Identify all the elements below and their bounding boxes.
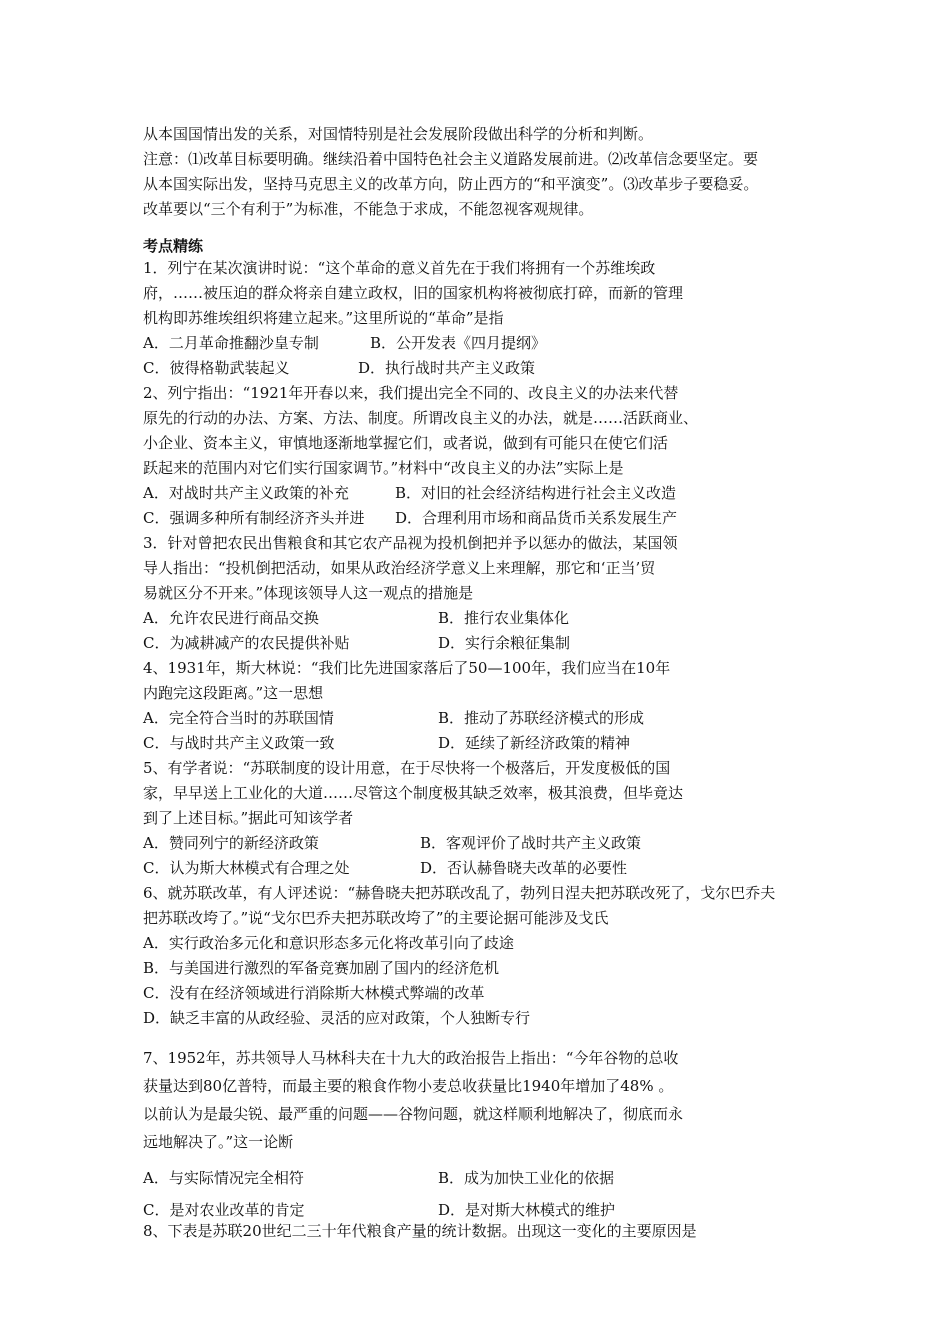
question-6-stem: 6、就苏联改革，有人评述说：“赫鲁晓夫把苏联改乱了，勃列日涅夫把苏联改死了，戈尔巴乔夫 [143, 884, 776, 902]
question-5-stem: 到了上述目标。”据此可知该学者 [143, 809, 354, 827]
question-2-stem: 2、列宁指出：“1921年开春以来，我们提出完全不同的、改良主义的办法来代替 [143, 384, 679, 402]
question-6-option-b: B．与美国进行激烈的军备竞赛加剧了国内的经济危机 [143, 959, 500, 977]
question-1-option-d: D．执行战时共产主义政策 [358, 359, 536, 377]
question-4-option-b: B．推动了苏联经济模式的形成 [438, 709, 645, 727]
question-7-option-b: B．成为加快工业化的依据 [438, 1169, 615, 1187]
question-7-stem: 远地解决了。”这一论断 [143, 1133, 294, 1151]
question-7-option-a: A．与实际情况完全相符 [143, 1169, 304, 1187]
question-1-option-c: C．彼得格勒武装起义 [143, 359, 290, 377]
question-5-stem: 5、有学者说：“苏联制度的设计用意，在于尽快将一个极落后，开发度极低的国 [143, 759, 671, 777]
question-7-stem: 以前认为是最尖锐、最严重的问题——谷物问题，就这样顺利地解决了，彻底而永 [143, 1105, 684, 1123]
question-2-stem: 跃起来的范围内对它们实行国家调节。”材料中“改良主义的办法”实际上是 [143, 459, 624, 477]
question-7-stem: 获量达到80亿普特，而最主要的粮食作物小麦总收获量比1940年增加了48% 。 [143, 1077, 674, 1095]
question-7-option-d: D．是对斯大林模式的维护 [438, 1201, 616, 1219]
question-4-stem: 4、1931年，斯大林说：“我们比先进国家落后了50—100年，我们应当在10年 [143, 659, 671, 677]
question-5-option-d: D．否认赫鲁晓夫改革的必要性 [420, 859, 628, 877]
question-5-option-b: B．客观评价了战时共产主义政策 [420, 834, 642, 852]
question-4-stem: 内跑完这段距离。”这一思想 [143, 684, 324, 702]
question-1-option-b: B．公开发表《四月提纲》 [370, 334, 547, 352]
question-3-option-c: C．为减耕减产的农民提供补贴 [143, 634, 350, 652]
question-3-stem: 易就区分不开来。”体现该领导人这一观点的措施是 [143, 584, 474, 602]
question-3-option-b: B．推行农业集体化 [438, 609, 570, 627]
question-5-option-c: C．认为斯大林模式有合理之处 [143, 859, 350, 877]
section-title: 考点精练 [143, 237, 204, 255]
question-4-option-a: A．完全符合当时的苏联国情 [143, 709, 334, 727]
intro-line: 从本国实际出发，坚持马克思主义的改革方向，防止西方的“和平演变”。⑶改革步子要稳妥。 [143, 175, 759, 193]
question-2-option-d: D．合理利用市场和商品货币关系发展生产 [395, 509, 678, 527]
question-2-option-a: A．对战时共产主义政策的补充 [143, 484, 349, 502]
question-5-stem: 家，早早送上工业化的大道……尽管这个制度极其缺乏效率，极其浪费，但毕竟达 [143, 784, 684, 802]
question-1-stem: 1．列宁在某次演讲时说：“这个革命的意义首先在于我们将拥有一个苏维埃政 [143, 259, 656, 277]
question-4-option-c: C．与战时共产主义政策一致 [143, 734, 335, 752]
question-4-option-d: D．延续了新经济政策的精神 [438, 734, 631, 752]
question-6-stem: 把苏联改垮了。”说“戈尔巴乔夫把苏联改垮了”的主要论据可能涉及戈氏 [143, 909, 609, 927]
question-2-stem: 原先的行动的办法、方案、方法、制度。所谓改良主义的办法，就是……活跃商业、 [143, 409, 699, 427]
question-8-stem: 8、下表是苏联20世纪二三十年代粮食产量的统计数据。出现这一变化的主要原因是 [143, 1222, 697, 1240]
question-6-option-c: C．没有在经济领域进行消除斯大林模式弊端的改革 [143, 984, 485, 1002]
question-6-option-d: D．缺乏丰富的从政经验、灵活的应对政策，个人独断专行 [143, 1009, 531, 1027]
question-3-option-a: A．允许农民进行商品交换 [143, 609, 319, 627]
question-3-option-d: D．实行余粮征集制 [438, 634, 571, 652]
question-1-stem: 机构即苏维埃组织将建立起来。”这里所说的“革命”是指 [143, 309, 504, 327]
question-3-stem: 3．针对曾把农民出售粮食和其它农产品视为投机倒把并予以惩办的做法，某国领 [143, 534, 678, 552]
question-7-stem: 7、1952年，苏共领导人马林科夫在十九大的政治报告上指出：“今年谷物的总收 [143, 1049, 679, 1067]
question-2-option-b: B．对旧的社会经济结构进行社会主义改造 [395, 484, 677, 502]
intro-line: 从本国国情出发的关系，对国情特别是社会发展阶段做出科学的分析和判断。 [143, 125, 654, 143]
question-1-option-a: A．二月革命推翻沙皇专制 [143, 334, 319, 352]
question-3-stem: 导人指出：“投机倒把活动，如果从政治经济学意义上来理解，那它和‘正当’贸 [143, 559, 656, 577]
intro-line: 注意：⑴改革目标要明确。继续沿着中国特色社会主义道路发展前进。⑵改革信念要坚定。要 [143, 150, 759, 168]
intro-line: 改革要以“三个有利于”为标准，不能急于求成，不能忽视客观规律。 [143, 200, 594, 218]
question-1-stem: 府，……被压迫的群众将亲自建立政权，旧的国家机构将被彻底打碎，而新的管理 [143, 284, 684, 302]
question-5-option-a: A．赞同列宁的新经济政策 [143, 834, 319, 852]
question-7-option-c: C．是对农业改革的肯定 [143, 1201, 305, 1219]
question-2-stem: 小企业、资本主义，审慎地逐渐地掌握它们，或者说，做到有可能只在使它们活 [143, 434, 669, 452]
question-6-option-a: A．实行政治多元化和意识形态多元化将改革引向了歧途 [143, 934, 514, 952]
question-2-option-c: C．强调多种所有制经济齐头并进 [143, 509, 365, 527]
